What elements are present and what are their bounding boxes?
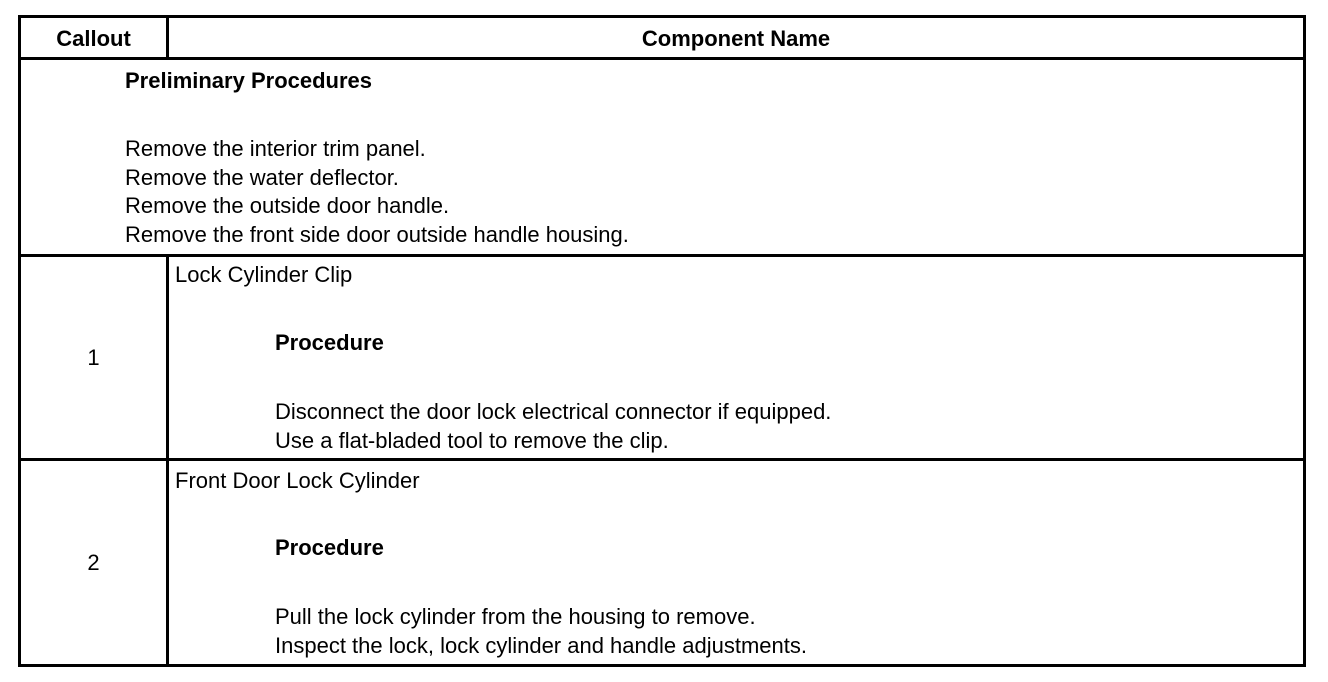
procedure-steps	[275, 398, 831, 455]
preliminary-steps	[125, 135, 629, 249]
component-name: Front Door Lock Cylinder	[175, 468, 420, 493]
procedure-title: Procedure	[275, 535, 384, 560]
preliminary-title: Preliminary Procedures	[125, 68, 373, 93]
preliminary-step: Remove the front side door outside handle housing.	[125, 221, 629, 247]
row-divider-1	[21, 458, 1303, 461]
procedure-step: Use a flat-bladed tool to remove the clip.	[275, 427, 669, 453]
component-name: Lock Cylinder Clip	[175, 262, 353, 287]
callout-number: 1	[87, 345, 100, 370]
preliminary-step: Remove the outside door handle.	[125, 193, 450, 218]
procedure-table	[18, 15, 1306, 667]
callout-number: 2	[87, 550, 100, 575]
procedure-steps	[275, 603, 807, 660]
preliminary-step: Remove the interior trim panel.	[125, 136, 426, 161]
header-callout: Callout	[56, 26, 131, 51]
procedure-step: Disconnect the door lock electrical connector if equipped.	[275, 399, 832, 424]
row-divider-preliminary	[21, 254, 1303, 257]
header-divider	[21, 57, 1303, 60]
header-component-name: Component Name	[641, 26, 831, 51]
preliminary-step: Remove the water deflector.	[125, 164, 399, 190]
procedure-step: Inspect the lock, lock cylinder and handle adjustments.	[275, 632, 807, 658]
column-divider-rows	[166, 254, 169, 664]
procedure-step: Pull the lock cylinder from the housing to remove.	[275, 604, 756, 629]
procedure-title: Procedure	[275, 330, 384, 355]
